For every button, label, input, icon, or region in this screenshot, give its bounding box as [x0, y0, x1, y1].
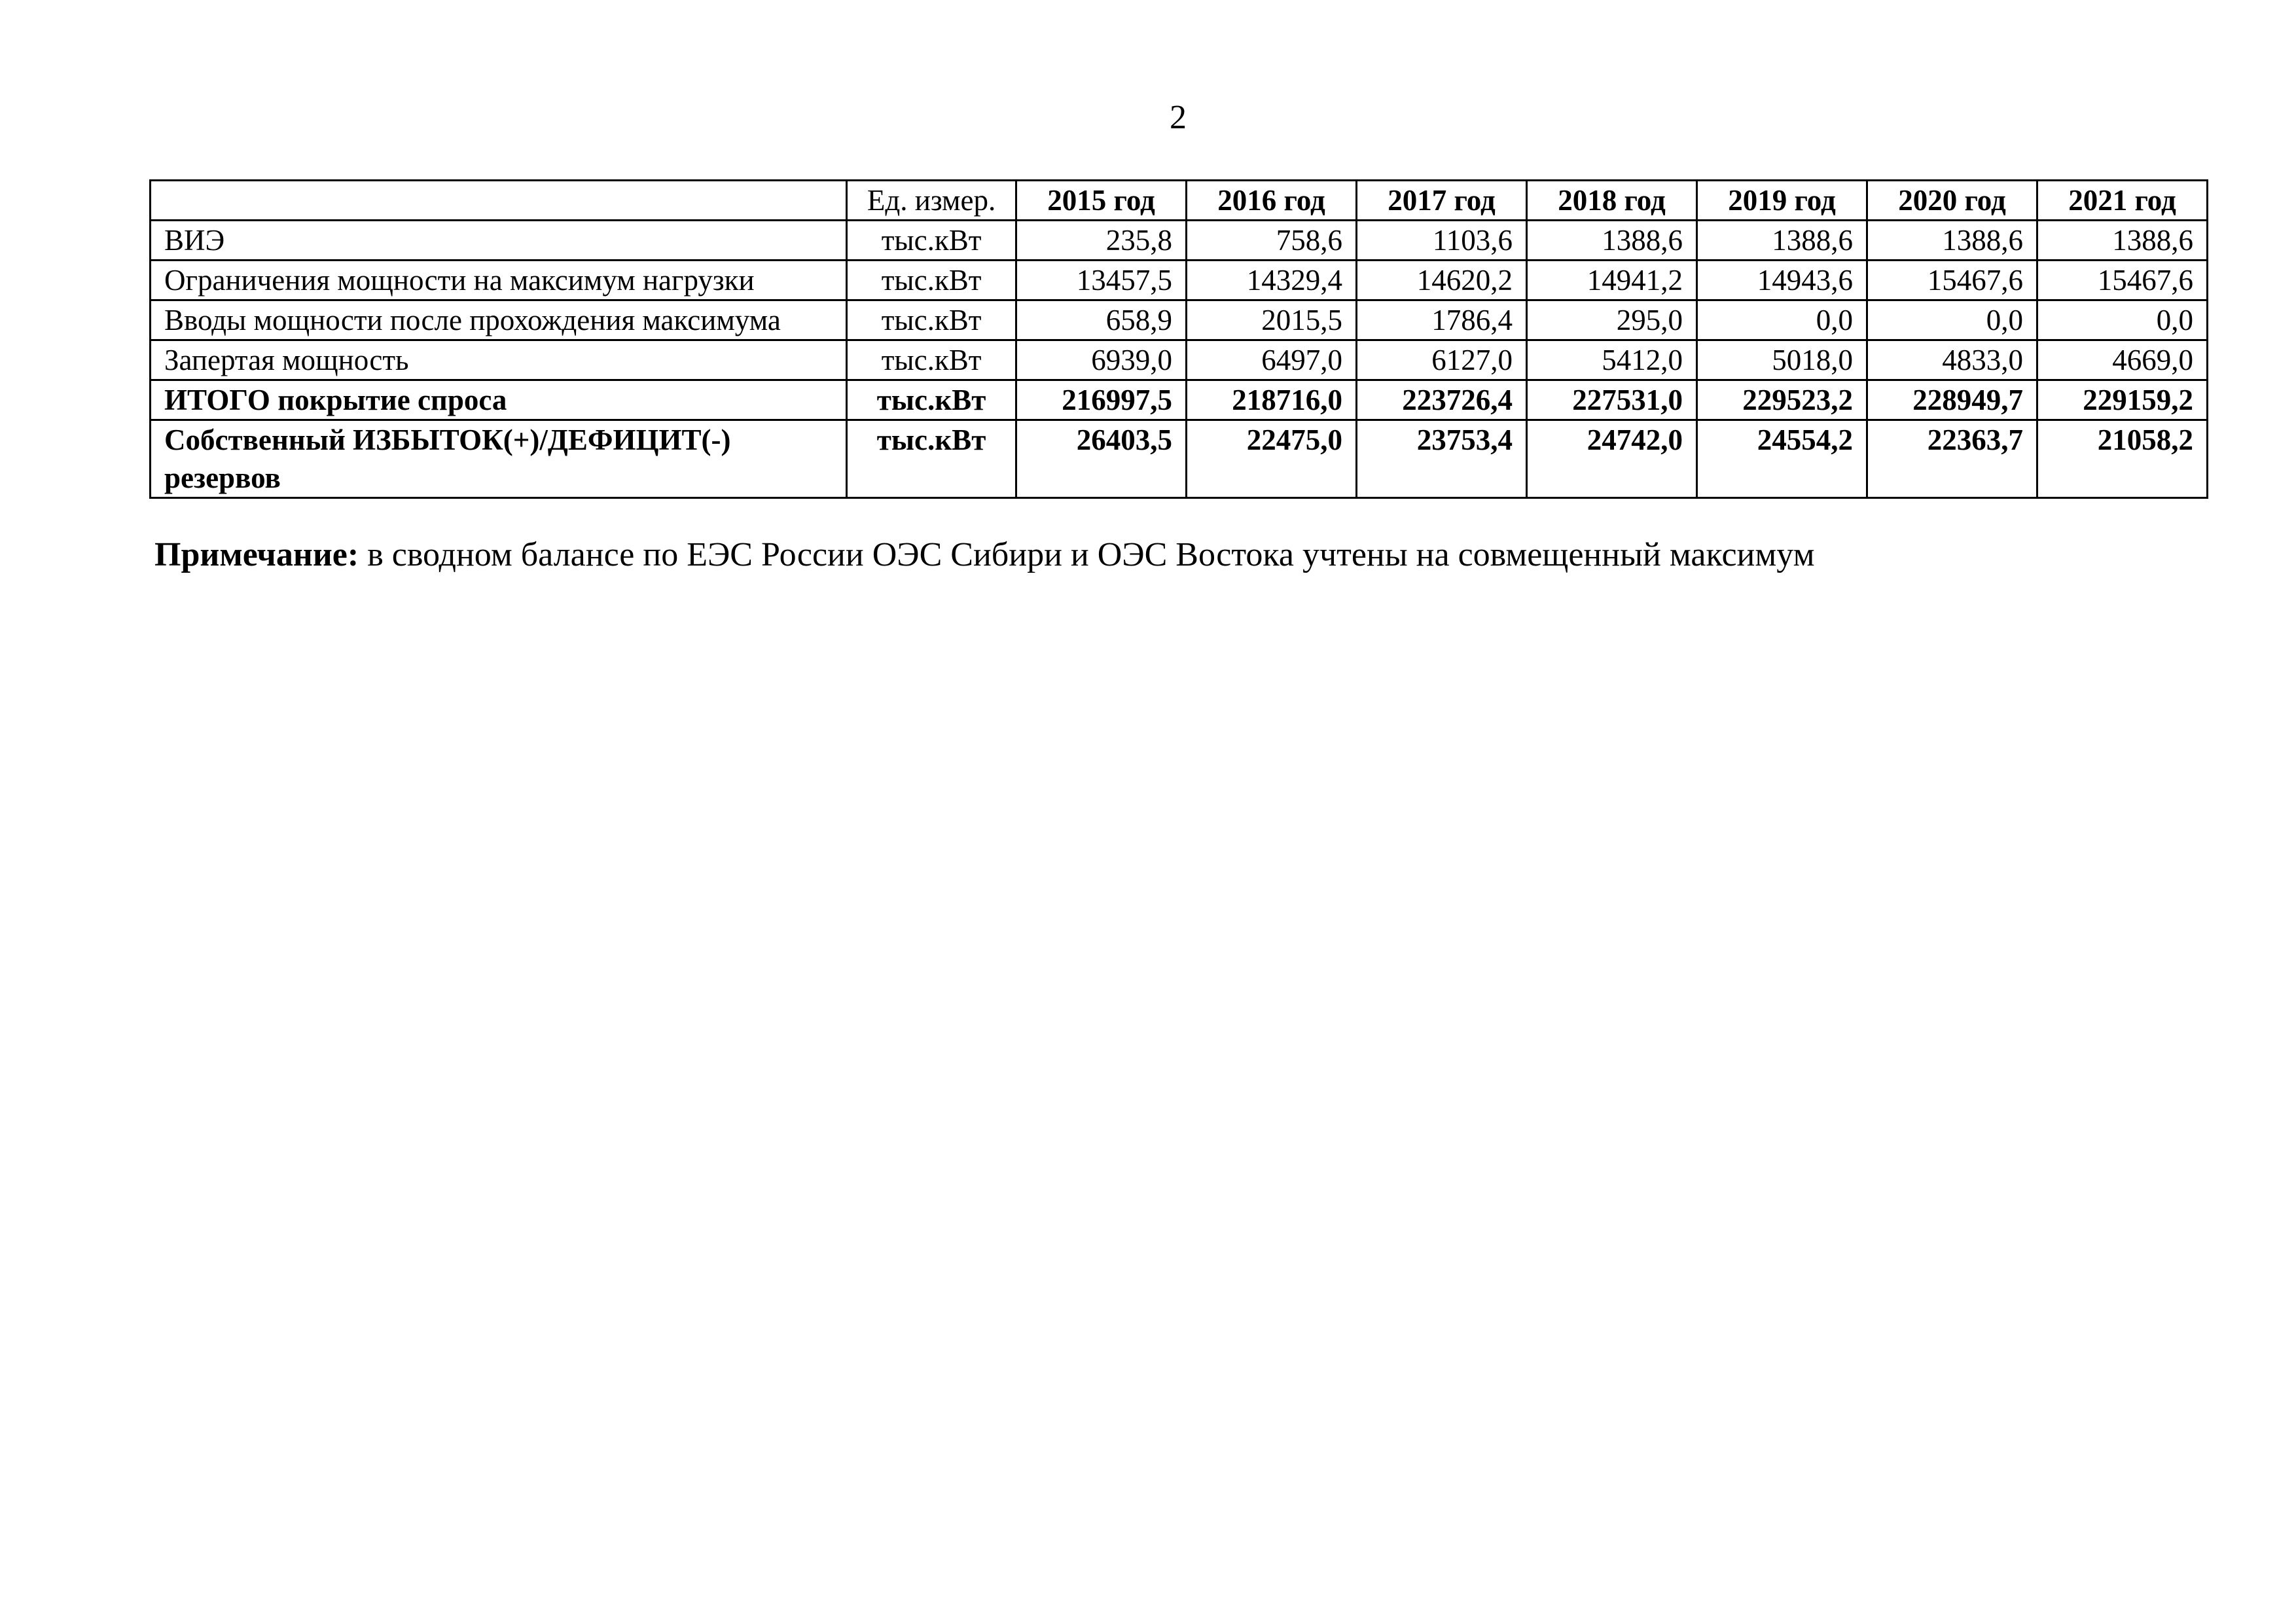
table-header-row	[151, 181, 2208, 221]
value-cell: 14620,2	[1357, 261, 1527, 300]
table-row-locked-capacity	[151, 340, 2208, 380]
value-cell: 13457,5	[1016, 261, 1187, 300]
table-row-total-coverage	[151, 380, 2208, 420]
value-cell: 5412,0	[1527, 340, 1697, 380]
value-cell: 22475,0	[1187, 420, 1357, 498]
row-name: ИТОГО покрытие спроса	[151, 380, 847, 420]
header-year-2021: 2021 год	[2037, 181, 2207, 221]
value-cell: 658,9	[1016, 300, 1187, 340]
value-cell: 15467,6	[1867, 261, 2037, 300]
header-year-2018: 2018 год	[1527, 181, 1697, 221]
table-row-surplus-deficit	[151, 420, 2208, 498]
header-year-2015: 2015 год	[1016, 181, 1187, 221]
value-cell: 229159,2	[2037, 380, 2207, 420]
header-unit-cell: Ед. измер.	[847, 181, 1016, 221]
value-cell: 227531,0	[1527, 380, 1697, 420]
row-name: Собственный ИЗБЫТОК(+)/ДЕФИЦИТ(-) резервов	[151, 420, 847, 498]
value-cell: 2015,5	[1187, 300, 1357, 340]
value-cell: 1388,6	[1527, 221, 1697, 261]
value-cell: 14329,4	[1187, 261, 1357, 300]
row-unit: тыс.кВт	[847, 380, 1016, 420]
header-year-2016: 2016 год	[1187, 181, 1357, 221]
row-name: Ограничения мощности на максимум нагрузки	[151, 261, 847, 300]
value-cell: 1388,6	[1696, 221, 1867, 261]
value-cell: 14943,6	[1696, 261, 1867, 300]
value-cell: 758,6	[1187, 221, 1357, 261]
header-name-cell	[151, 181, 847, 221]
value-cell: 1388,6	[2037, 221, 2207, 261]
value-cell: 21058,2	[2037, 420, 2207, 498]
value-cell: 223726,4	[1357, 380, 1527, 420]
value-cell: 0,0	[1867, 300, 2037, 340]
value-cell: 6127,0	[1357, 340, 1527, 380]
value-cell: 228949,7	[1867, 380, 2037, 420]
table-note	[154, 534, 1814, 576]
value-cell: 24742,0	[1527, 420, 1697, 498]
value-cell: 22363,7	[1867, 420, 2037, 498]
row-unit: тыс.кВт	[847, 221, 1016, 261]
value-cell: 23753,4	[1357, 420, 1527, 498]
value-cell: 15467,6	[2037, 261, 2207, 300]
value-cell: 0,0	[1696, 300, 1867, 340]
note-label: Примечание:	[154, 536, 359, 573]
row-name: Запертая мощность	[151, 340, 847, 380]
value-cell: 216997,5	[1016, 380, 1187, 420]
row-name: Вводы мощности после прохождения максимума	[151, 300, 847, 340]
row-name: ВИЭ	[151, 221, 847, 261]
value-cell: 6497,0	[1187, 340, 1357, 380]
header-year-2020: 2020 год	[1867, 181, 2037, 221]
value-cell: 1103,6	[1357, 221, 1527, 261]
note-text: в сводном балансе по ЕЭС России ОЭС Сибири и ОЭС Востока учтены на совмещенный максимум	[359, 536, 1815, 573]
value-cell: 0,0	[2037, 300, 2207, 340]
table-row-capacity-inputs	[151, 300, 2208, 340]
value-cell: 295,0	[1527, 300, 1697, 340]
value-cell: 26403,5	[1016, 420, 1187, 498]
header-year-2017: 2017 год	[1357, 181, 1527, 221]
table-row-renewables	[151, 221, 2208, 261]
value-cell: 4833,0	[1867, 340, 2037, 380]
value-cell: 1786,4	[1357, 300, 1527, 340]
table-row-power-limits	[151, 261, 2208, 300]
value-cell: 14941,2	[1527, 261, 1697, 300]
row-unit: тыс.кВт	[847, 420, 1016, 498]
header-year-2019: 2019 год	[1696, 181, 1867, 221]
row-unit: тыс.кВт	[847, 340, 1016, 380]
value-cell: 4669,0	[2037, 340, 2207, 380]
value-cell: 5018,0	[1696, 340, 1867, 380]
row-unit: тыс.кВт	[847, 300, 1016, 340]
value-cell: 229523,2	[1696, 380, 1867, 420]
page-number: 2	[1170, 99, 1187, 136]
value-cell: 24554,2	[1696, 420, 1867, 498]
value-cell: 1388,6	[1867, 221, 2037, 261]
value-cell: 6939,0	[1016, 340, 1187, 380]
value-cell: 235,8	[1016, 221, 1187, 261]
row-unit: тыс.кВт	[847, 261, 1016, 300]
value-cell: 218716,0	[1187, 380, 1357, 420]
power-balance-table	[149, 179, 2208, 499]
